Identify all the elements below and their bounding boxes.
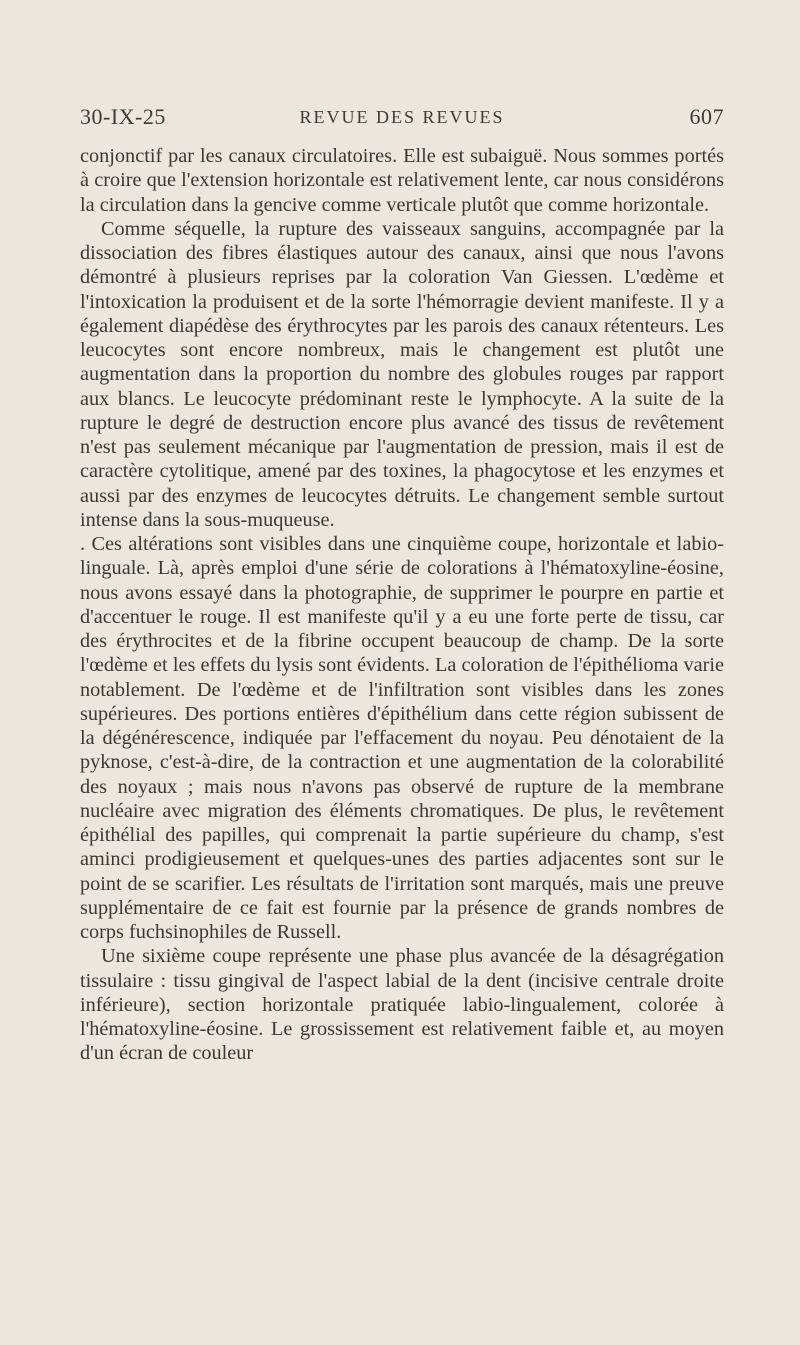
header-date: 30-IX-25 (80, 104, 166, 129)
header-journal-title: REVUE DES REVUES (299, 107, 505, 127)
page-number: 607 (689, 104, 724, 129)
running-header (80, 104, 724, 138)
body-text (80, 144, 724, 1066)
paragraph-sequelle: Comme séquelle, la rupture des vaisseaux sanguins, accompagnée par la dissociation des fibres élastiques autour des canaux, ainsi que nous l'avons démontré à plusieurs reprises par la coloration Van Giessen. L'œdème et l'intoxication la produisent et de la sorte l'hémorragie devient manifeste. Il y a également diapédèse des érythrocytes par les parois des canaux rétenteurs. Les leucocytes sont encore nombreux, mais le changement est plutôt une augmentation dans la proportion du nombre des globules rouges par rapport aux blancs. Le leucocyte prédominant reste le lymphocyte. A la suite de la rupture le degré de destruction encore plus avancé des tissus de revêtement n'est pas seulement mécanique par l'augmentation de pression, mais il est de caractère cytolitique, amené par des toxines, la phagocytose et les enzymes et aussi par des enzymes de leucocytes détruits. Le changement semble surtout intense dans la sous-muqueuse. (80, 217, 724, 531)
paragraph-continuation: conjonctif par les canaux circulatoires. Elle est subaiguë. Nous sommes portés à croire que l'extension horizontale est relativement lente, car nous considérons la circulation dans la gencive comme verticale plutôt que comme horizontale. (80, 145, 724, 216)
paragraph-cinquieme-coupe: . Ces altérations sont visibles dans une cinquième coupe, horizontale et labio-linguale. Là, après emploi d'une série de colorations à l'hématoxyline-éosine, nous avons essayé dans la photographie, de supprimer le pourpre en partie et d'accentuer le rouge. Il est manifeste qu'il y a eu une forte perte de tissu, car des érythrocites et de la fibrine occupent beaucoup de champ. De la sorte l'œdème et les effets du lysis sont évidents. La coloration de l'épithélioma varie notablement. De l'œdème et de l'infiltration sont visibles dans les zones supérieures. Des portions entières d'épithélium dans cette région subissent de la dégénérescence, indiquée par l'effacement du noyau. Peu dénotaient de la pyknose, c'est-à-dire, de la contraction et une augmentation de la colorabilité des noyaux ; mais nous n'avons pas observé de rupture de la membrane nucléaire avec migration des éléments chromatiques. De plus, le revêtement épithélial des papilles, qui comprenait la partie supérieure du champ, s'est aminci prodigieusement et quelques-unes des parties adjacentes sont sur le point de se scarifier. Les résultats de l'irritation sont marqués, mais une preuve supplémentaire de ce fait est fournie par la présence de grands nombres de corps fuchsinophiles de Russell. (80, 533, 724, 943)
paragraph-sixieme-coupe: Une sixième coupe représente une phase plus avancée de la désagrégation tissulaire : tissu gingival de l'aspect labial de la dent (incisive centrale droite inférieure), section horizontale pratiquée labio-lingualement, colorée à l'hématoxyline-éosine. Le grossissement est relativement faible et, au moyen d'un écran de couleur (80, 945, 724, 1065)
